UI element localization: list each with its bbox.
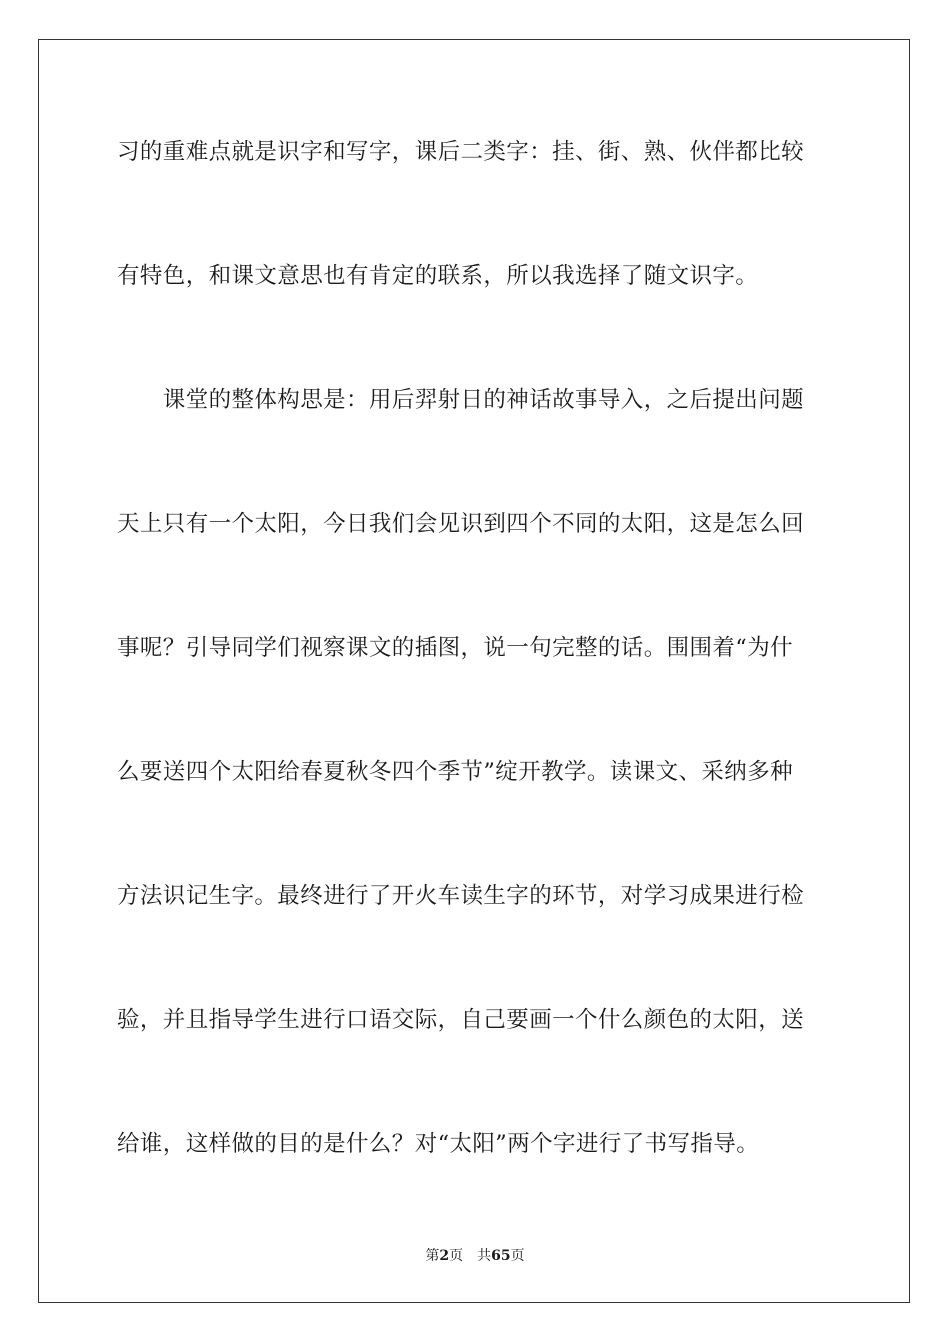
text-line: 么要送四个太阳给春夏秋冬四个季节”绽开教学。读课文、采纳多种 — [117, 759, 794, 785]
text-line: 习的重难点就是识字和写字，课后二类字：挂、街、熟、伙伴都比较 — [117, 139, 805, 165]
total-suffix: 页 — [510, 1248, 525, 1264]
text-line: 给谁，这样做的目的是什么？对“太阳”两个字进行了书写指导。 — [117, 1131, 760, 1157]
total-prefix: 共 — [477, 1248, 492, 1264]
page-border — [38, 39, 910, 1303]
page-footer — [0, 1247, 950, 1265]
text-line: 事呢？引导同学们视察课文的插图，说一句完整的话。围围着“为什 — [117, 635, 794, 661]
text-line: 验，并且指导学生进行口语交际，自己要画一个什么颜色的太阳，送 — [117, 1007, 805, 1033]
page-prefix: 第 — [425, 1248, 440, 1264]
text-line: 有特色，和课文意思也有肯定的联系，所以我选择了随文识字。 — [117, 263, 759, 289]
paragraph-start-line: 课堂的整体构思是：用后羿射日的神话故事导入，之后提出问题 — [117, 387, 805, 413]
text-line: 天上只有一个太阳，今日我们会见识到四个不同的太阳，这是怎么回 — [117, 511, 805, 537]
total-pages: 65 — [491, 1248, 511, 1264]
page-suffix: 页 — [449, 1248, 464, 1264]
text-line: 方法识记生字。最终进行了开火车读生字的环节，对学习成果进行检 — [117, 883, 805, 909]
page-number: 2 — [439, 1248, 450, 1264]
